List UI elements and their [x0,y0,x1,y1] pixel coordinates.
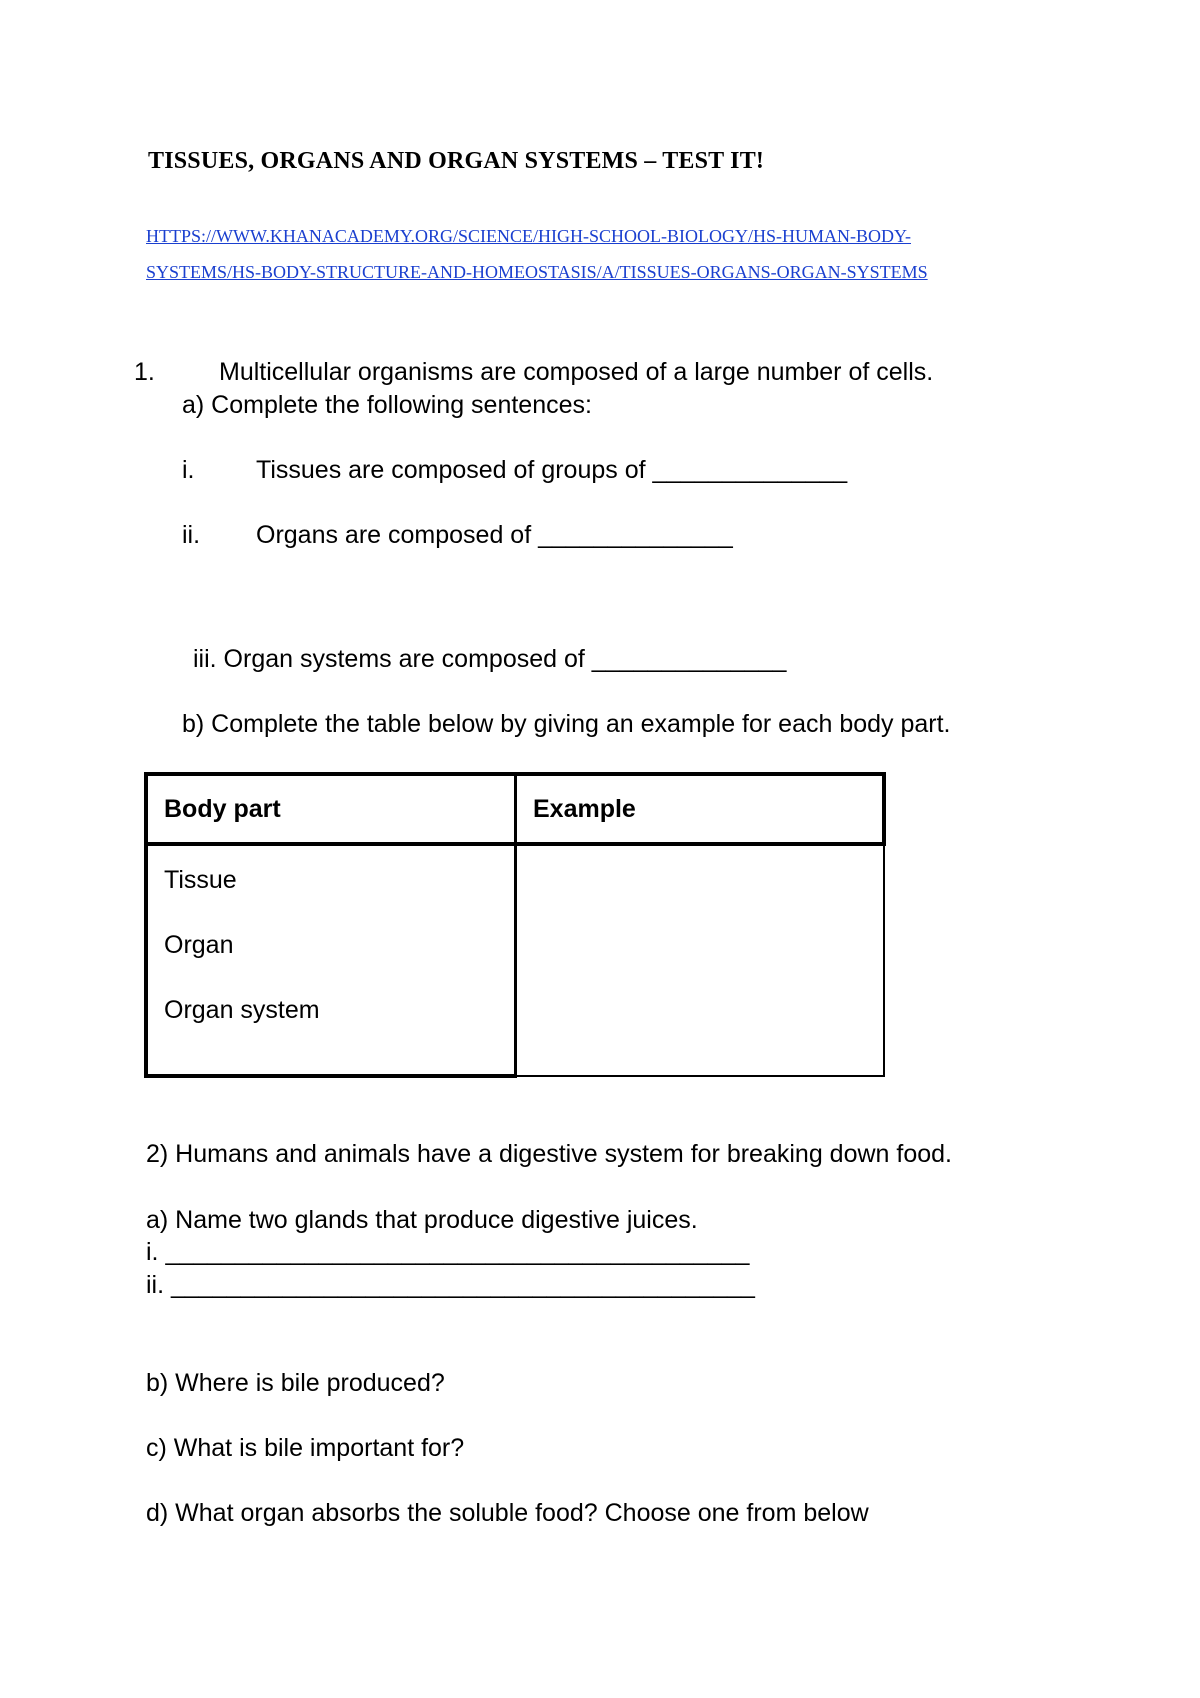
table-header-body-part: Body part [146,774,516,844]
question-1a-iii-text: iii. Organ systems are composed of ______________ [193,645,787,673]
table-cell-tissue: Tissue [164,866,237,894]
table-header-row [146,774,884,844]
question-2-text: 2) Humans and animals have a digestive system for breaking down food. [146,1140,952,1168]
table-cell-body-parts [146,844,516,1076]
table-header-example: Example [516,774,885,844]
question-2d-text: d) What organ absorbs the soluble food? Choose one from below [146,1499,869,1527]
question-1-number: 1. [134,358,155,386]
question-1a-i-text: Tissues are composed of groups of ______________ [256,456,848,484]
question-2c-text: c) What is bile important for? [146,1434,465,1462]
table-row [146,844,884,1076]
khan-academy-link-line-2[interactable]: SYSTEMS/HS-BODY-STRUCTURE-AND-HOMEOSTASIS/A/TISSUES-ORGANS-ORGAN-SYSTEMS [146,262,928,282]
question-1a-i-number: i. [182,456,195,484]
question-2a-ii-answer-line[interactable]: ii. __________________________________________ [146,1271,755,1299]
body-part-table [144,772,886,1078]
table-cell-organ-system: Organ system [164,996,320,1024]
table-cell-organ: Organ [164,931,234,959]
question-2a-text: a) Name two glands that produce digestive juices. [146,1206,698,1234]
question-1a-ii-number: ii. [182,521,201,549]
khan-academy-link-line-1[interactable]: HTTPS://WWW.KHANACADEMY.ORG/SCIENCE/HIGH-SCHOOL-BIOLOGY/HS-HUMAN-BODY- [146,226,911,246]
question-1a-text: a) Complete the following sentences: [182,391,592,419]
table-cell-examples[interactable] [516,844,885,1076]
question-1a-ii-text: Organs are composed of ______________ [256,521,733,549]
worksheet-title: TISSUES, ORGANS AND ORGAN SYSTEMS – TEST IT! [148,148,765,174]
question-2b-text: b) Where is bile produced? [146,1369,445,1397]
question-1b-text: b) Complete the table below by giving an example for each body part. [182,710,951,738]
question-1-text: Multicellular organisms are composed of a large number of cells. [219,358,934,386]
question-2a-i-answer-line[interactable]: i. __________________________________________ [146,1238,750,1266]
